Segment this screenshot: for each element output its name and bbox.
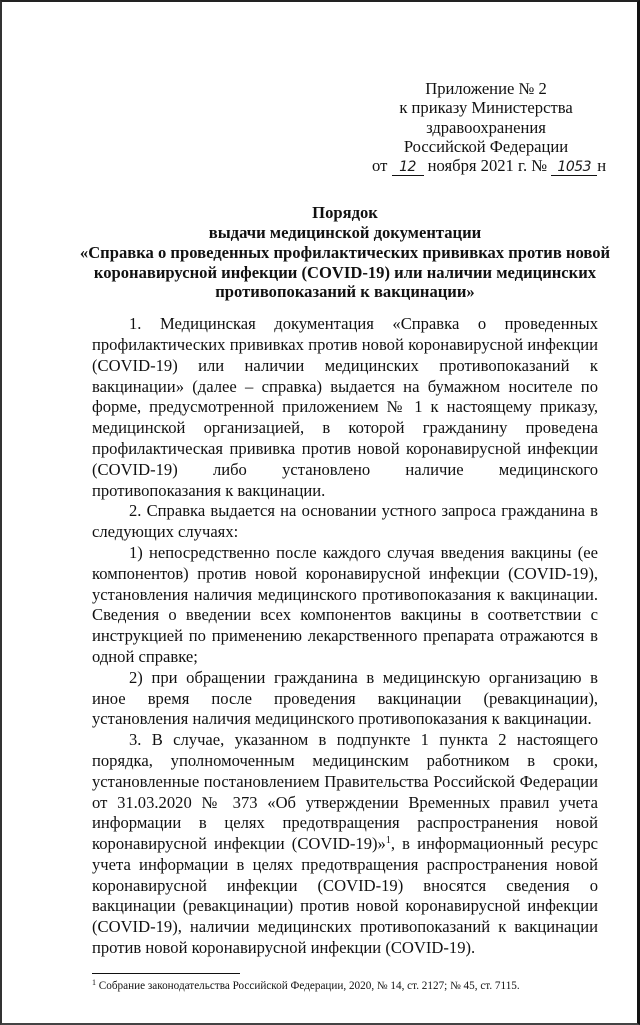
number-suffix: н: [597, 156, 607, 176]
document-title: [62, 203, 628, 302]
appendix-country: Российской Федерации: [403, 136, 569, 156]
order-date-line: [372, 156, 607, 176]
date-middle: ноября 2021 г. №: [427, 156, 548, 176]
footnote-separator: [92, 973, 240, 974]
paragraph-3-part-1: 3. В случае, указанном в подпункте 1 пункта 2 настоящего порядка, уполномоченным медицинским работником в сроки, установленные постановлением Правительства Российской Федерации от 31.03.2020 № 373 «Об утверждении Временных правил учета информации в целях предотвращения распространения новой коронавирусной инфекции (COVID-19)»: [92, 730, 598, 854]
paragraph-2-item-1: 1) непосредственно после каждого случая введения вакцины (ее компонентов) против новой коронавирусной инфекции (COVID-19), установления наличия медицинского противопоказания к вакцинации. Сведения о введении всех компонентов вакцины в соответствии с инструкцией по применению лекарственного препарата отражаются в одной справке;: [92, 542, 598, 666]
paragraph-2-item-2: 2) при обращении гражданина в медицинскую организацию в иное время после проведения вакцинации (ревакцинации), установления наличия медицинского противопоказания к вакцинации.: [92, 667, 598, 729]
paragraph-3: [92, 730, 598, 959]
title-line-1: Порядок: [312, 203, 378, 223]
paragraph-1: 1. Медицинская документация «Справка о проведенных профилактических прививках против новой коронавирусной инфекции (COVID-19) или наличии медицинских противопоказаний к вакцинации» (далее – справка) выдается на бумажном носителе по форме, предусмотренной приложением № 1 к настоящему приказу, медицинской организацией, в которой гражданину проведена профилактическая прививка против новой коронавирусной инфекции (COVID-19) либо установлено наличие медицинского противопоказания к вакцинации.: [92, 314, 598, 500]
title-line-2: выдачи медицинской документации: [208, 222, 482, 242]
appendix-order-ref: к приказу Министерства: [399, 98, 573, 118]
footnote-text: Собрание законодательства Российской Федерации, 2020, № 14, ст. 2127; № 45, ст. 7115.: [98, 979, 520, 992]
paragraph-2: 2. Справка выдается на основании устного запроса гражданина в следующих случаях:: [92, 501, 598, 542]
title-line-3: «Справка о проведенных профилактических прививках против новой коронавирусной инфекции (COVID-19) или наличии медицинских противопоказаний к вакцинации»: [79, 242, 611, 302]
handwritten-order-number: 1053: [551, 160, 597, 176]
appendix-ministry: здравоохранения: [426, 117, 546, 137]
appendix-number: Приложение № 2: [425, 79, 547, 98]
paragraph-3-part-2: , в информационный ресурс учета информации в целях предотвращения распространения новой коронавирусной инфекции (COVID-19) вносятся сведения о вакцинации (ревакцинации) против новой коронавирусной инфекции (COVID-19), наличии медицинских противопоказаний к вакцинации против новой коронавирусной инфекции (COVID-19).: [92, 834, 598, 958]
footnote-reference: 1: [385, 835, 391, 847]
handwritten-day: 12: [392, 160, 424, 176]
document-body: [92, 314, 598, 959]
footnote-mark: 1: [92, 977, 96, 987]
date-prefix: от: [372, 156, 388, 176]
footnote: [92, 979, 598, 993]
appendix-header: [372, 79, 607, 176]
